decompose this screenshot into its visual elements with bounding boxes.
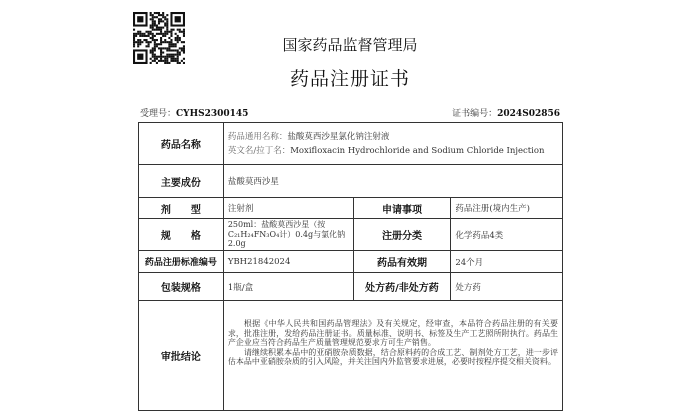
- generic-label: 药品通用名称：: [227, 131, 288, 142]
- acceptance-value: CYHS2300145: [176, 109, 249, 119]
- table-row: [139, 219, 563, 251]
- validity-value: 24个月: [451, 251, 563, 273]
- drug-name-cell: [223, 123, 562, 165]
- table-row: [139, 165, 563, 198]
- table-row: [139, 301, 563, 411]
- conclusion-paragraph: 请继续积累本品中的亚硝胺杂质数据，结合原料药的合成工艺、制剂处方工艺，进一步评估本品中亚硝胺杂质的引入风险，并关注国内外监管要求进展，必要时按程序提交相关资料。: [227, 347, 558, 366]
- row-label: 药品注册标准编号: [139, 251, 224, 273]
- package-value: 1瓶/盒: [223, 273, 353, 301]
- page-title: 药品注册证书: [289, 68, 410, 90]
- row-label: 主要成份: [139, 165, 224, 198]
- row-label: 注册分类: [353, 219, 451, 251]
- english-name: Moxifloxacin Hydrochloride and Sodium Chloride Injection: [290, 145, 545, 156]
- row-label: 药品名称: [139, 123, 224, 165]
- cert-label: 证书编号：: [452, 109, 498, 119]
- category-value: 化学药品4类: [451, 219, 563, 251]
- application-value: 药品注册(境内生产): [451, 198, 563, 219]
- row-label: 包装规格: [139, 273, 224, 301]
- row-label: 药品有效期: [353, 251, 451, 273]
- prescription-value: 处方药: [451, 273, 563, 301]
- row-label: 审批结论: [139, 301, 224, 411]
- table-row: [139, 251, 563, 273]
- standard-value: YBH21842024: [223, 251, 353, 273]
- cert-value: 2024S02856: [497, 109, 560, 119]
- certificate-number: [452, 106, 560, 119]
- acceptance-label: 受理号：: [140, 109, 177, 119]
- conclusion-paragraph: 根据《中华人民共和国药品管理法》及有关规定，经审查，本品符合药品注册的有关要求，批准注册，发给药品注册证书。质量标准、说明书、标签及生产工艺照所附执行。药品生产企业应当符合药品生产质量管理规范要求方可生产销售。: [227, 319, 558, 347]
- table-row: [139, 273, 563, 301]
- dosage-value: 注射剂: [223, 198, 353, 219]
- row-label: 处方药/非处方药: [353, 273, 451, 301]
- generic-name: 盐酸莫西沙星氯化钠注射液: [287, 131, 390, 142]
- row-label: 规 格: [139, 219, 224, 251]
- spec-value: 250ml：盐酸莫西沙星（按C₂₁H₂₄FN₃O₄计）0.4g与氯化钠2.0g: [223, 219, 353, 251]
- table-row: [139, 123, 563, 165]
- table-row: [139, 198, 563, 219]
- authority-name: 国家药品监督管理局: [282, 36, 418, 54]
- acceptance-number: [140, 106, 248, 119]
- ingredient-value: 盐酸莫西沙星: [223, 165, 562, 198]
- row-label: 申请事项: [353, 198, 451, 219]
- certificate-table: [138, 122, 563, 411]
- english-label: 英文名/拉丁名：: [227, 145, 291, 156]
- row-label: 剂 型: [139, 198, 224, 219]
